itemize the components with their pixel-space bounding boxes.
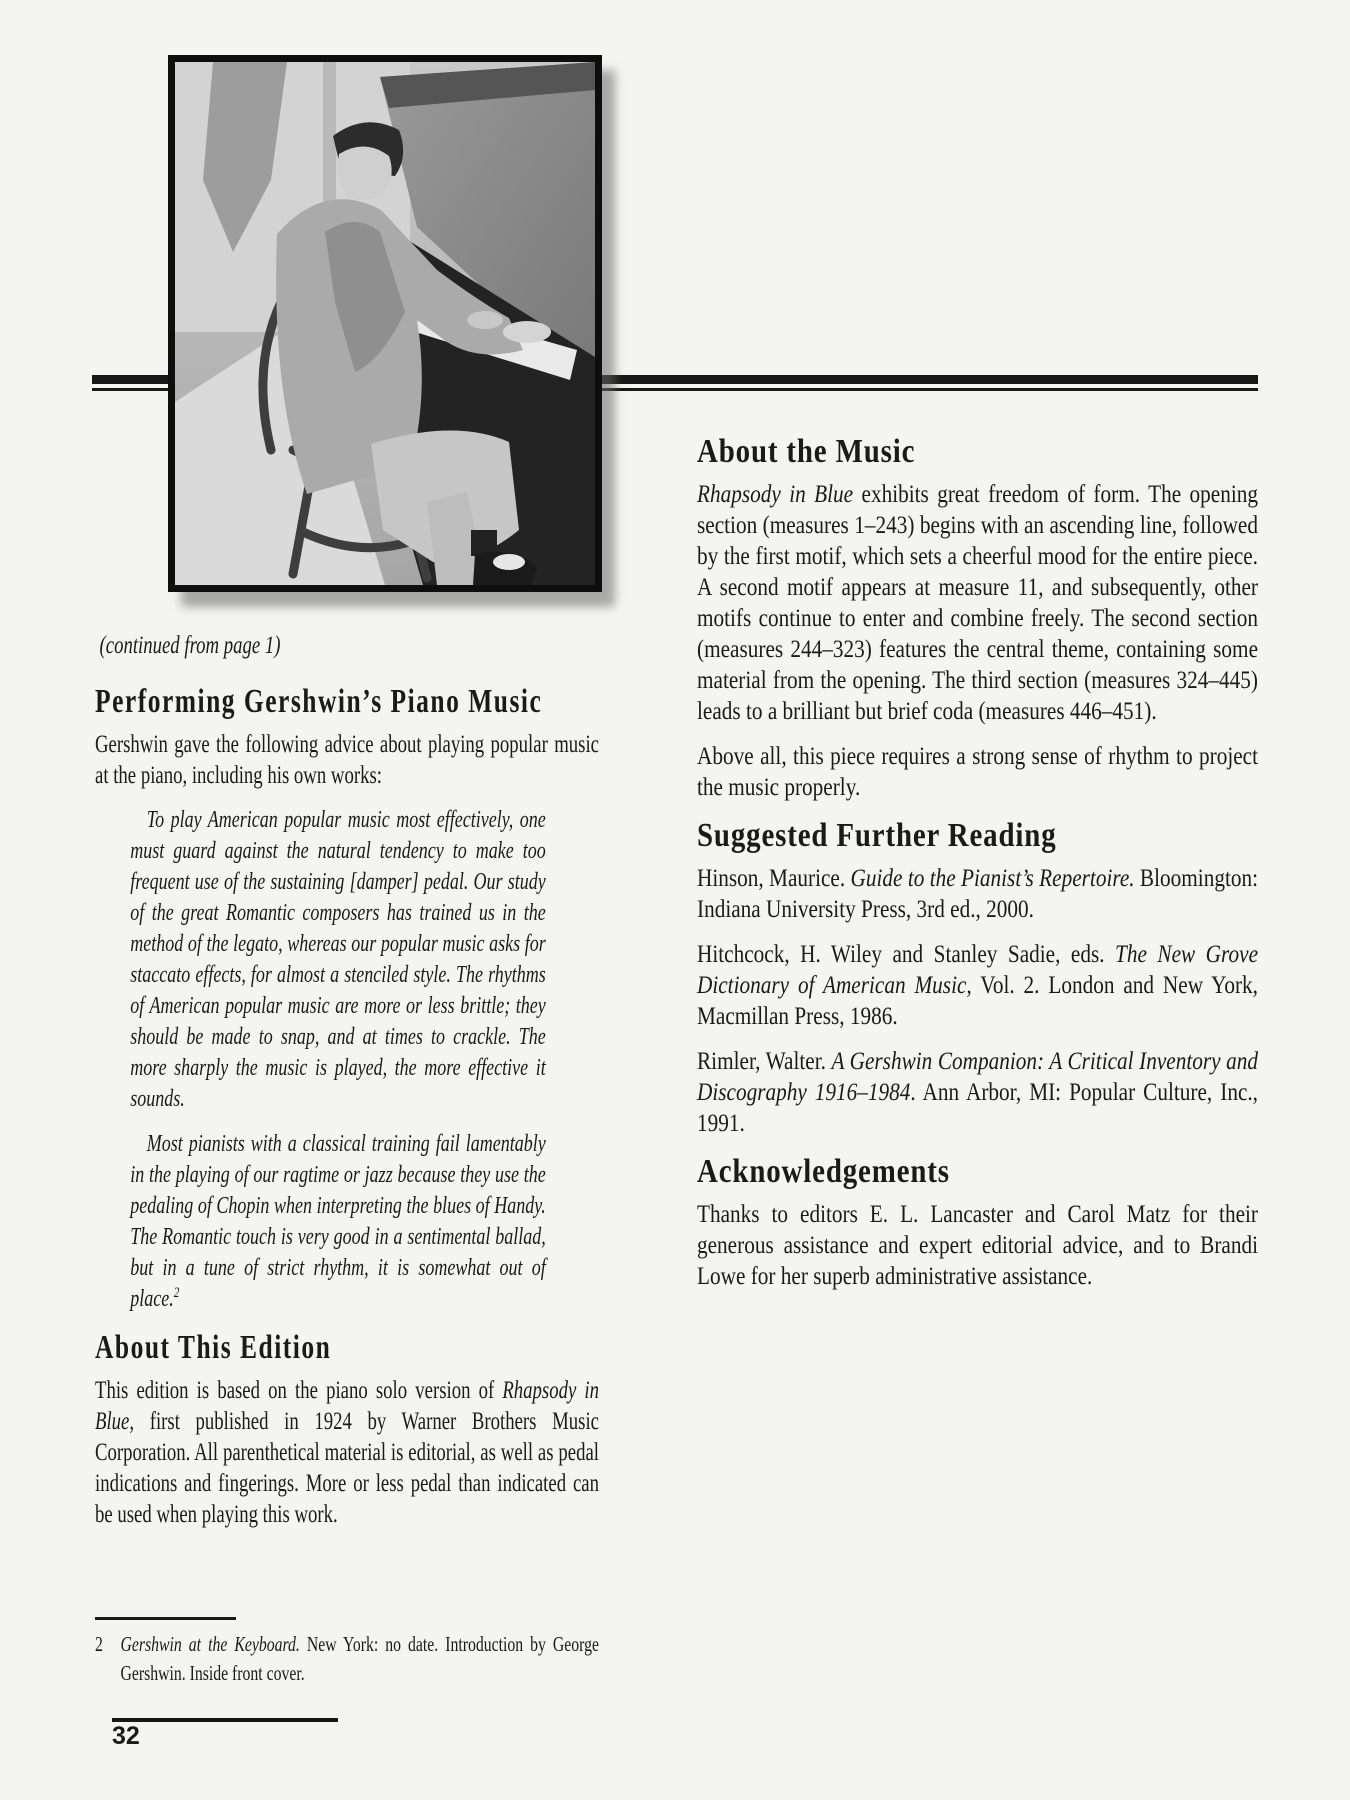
reference-rimler: Rimler, Walter. A Gershwin Companion: A Critical Inventory and Discography 1916–1984. Ann Arbor, MI: Popular Culture, Inc., 1991.	[697, 1048, 1258, 1137]
page-number: 32	[112, 1722, 140, 1750]
performing-intro: Gershwin gave the following advice about playing popular music at the piano, including his own works:	[95, 731, 599, 789]
about-music-paragraph-1: Rhapsody in Blue exhibits great freedom of form. The opening section (measures 1–243) begins with an ascending line, followed by the first motif, which sets a cheerful mood for the entire piece. A second motif appears at measure 11, and subsequently, other motifs continue to enter and combine freely. The second section (measures 244–323) features the central theme, containing some material from the opening. The third section (measures 324–445) leads to a brilliant but brief coda (measures 446–451).	[697, 481, 1258, 725]
heading-further-reading: Suggested Further Reading	[697, 817, 1057, 854]
quote-paragraph-2: Most pianists with a classical training fail lamentably in the playing of our ragtime or jazz because they use the pedaling of Chopin when interpreting the blues of Handy. The Romantic touch is very good in a sentimental ballad, but in a tune of strict rhythm, it is somewhat out of place.$^2$	[130, 1131, 546, 1312]
footnote	[95, 1617, 605, 1688]
about-music-paragraph-2: Above all, this piece requires a strong sense of rhythm to project the music properly.	[697, 743, 1258, 801]
gershwin-piano-photo-art	[175, 62, 595, 585]
right-column	[697, 433, 1262, 1306]
gershwin-quote	[130, 805, 546, 1315]
heading-about-edition: About This Edition	[95, 1329, 332, 1366]
footnote-text: Gershwin at the Keyboard. New York: no date. Introduction by George Gershwin. Inside front cover.	[120, 1632, 599, 1685]
heading-about-music: About the Music	[697, 433, 916, 470]
reference-hinson: Hinson, Maurice. Guide to the Pianist’s Repertoire. Bloomington: Indiana University Press, 3rd ed., 2000.	[697, 865, 1258, 923]
footer-rule	[112, 1718, 338, 1722]
heading-performing: Performing Gershwin’s Piano Music	[95, 683, 543, 720]
footnote-rule	[95, 1617, 236, 1620]
quote-paragraph-1: To play American popular music most effectively, one must guard against the natural tendency to make too frequent use of the sustaining [damper] pedal. Our study of the great Romantic composers has trained us in the method of the legato, whereas our popular music asks for staccato effects, for almost a stenciled style. The rhythms of American popular music are more or less brittle; they should be made to snap, and at times to crackle. The more sharply the music is played, the more effective it sounds.	[130, 807, 546, 1112]
reference-hitchcock: Hitchcock, H. Wiley and Stanley Sadie, eds. The New Grove Dictionary of American Music, Vol. 2. London and New York, Macmillan Press, 1986.	[697, 941, 1259, 1030]
heading-acknowledgements: Acknowledgements	[697, 1153, 950, 1190]
acknowledgements-paragraph: Thanks to editors E. L. Lancaster and Carol Matz for their generous assistance and expert editorial advice, and to Brandi Lowe for her superb administrative assistance.	[697, 1201, 1258, 1290]
about-edition-paragraph: This edition is based on the piano solo version of Rhapsody in Blue, first published in 1924 by Warner Brothers Music Corporation. All parenthetical material is editorial, as well as pedal indications and fingerings. More or less pedal than indicated can be used when playing this work.	[95, 1377, 599, 1528]
gershwin-piano-photo	[168, 55, 602, 592]
continued-note: (continued from page 1)	[99, 632, 281, 659]
left-column	[95, 630, 605, 1544]
footnote-number: 2	[95, 1632, 103, 1656]
